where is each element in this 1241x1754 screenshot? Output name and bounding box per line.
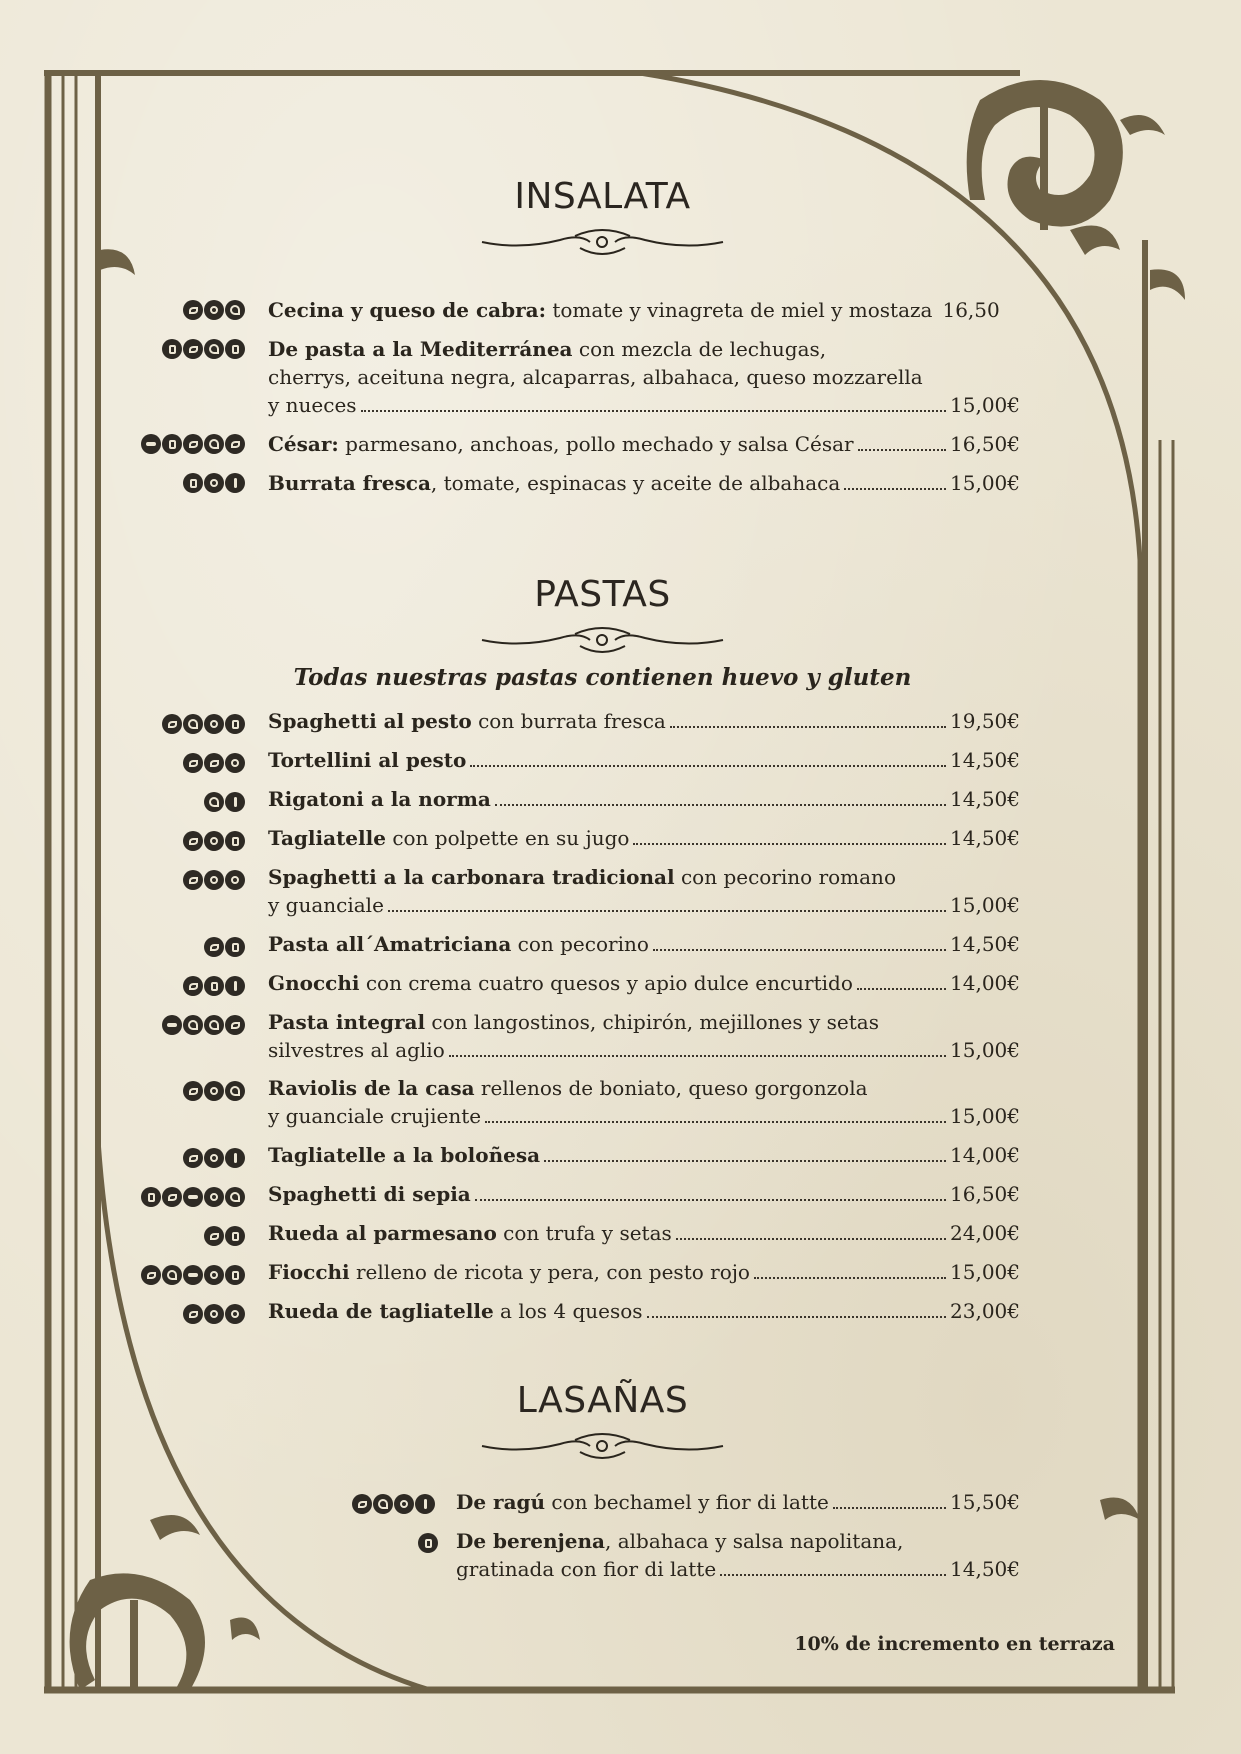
allergen-icon (162, 434, 182, 454)
item-price: 19,50€ (950, 709, 1020, 733)
allergen-icon (415, 1494, 435, 1514)
item-name: Tortellini al pesto (268, 748, 467, 772)
menu-item (268, 1219, 1020, 1247)
allergen-icon (183, 300, 203, 320)
allergen-icon (183, 473, 203, 493)
item-price: 14,50€ (950, 1557, 1020, 1581)
item-price: 14,00€ (950, 1143, 1020, 1167)
item-price: 16,50 (942, 298, 1000, 322)
allergen-icon (204, 339, 224, 359)
item-description: silvestres al aglio (268, 1038, 445, 1062)
menu-item (456, 1488, 1020, 1516)
allergen-icon (204, 1081, 224, 1101)
item-description: gratinada con fior di latte (456, 1557, 717, 1581)
item-description: relleno de ricota y pera, con pesto rojo (356, 1260, 750, 1284)
item-description: parmesano, anchoas, pollo mechado y salsa César (345, 432, 854, 456)
allergen-icon (225, 339, 245, 359)
menu-item (268, 335, 1020, 419)
allergen-icon (204, 714, 224, 734)
allergen-icon (183, 1187, 203, 1207)
allergen-icon (225, 870, 245, 890)
item-price: 23,00€ (950, 1299, 1020, 1323)
allergen-icon (204, 300, 224, 320)
item-name: Spaghetti al pesto (268, 709, 472, 733)
terrace-surcharge-note: 10% de incremento en terraza (794, 1633, 1115, 1655)
item-description: con pecorino romano (680, 865, 896, 889)
allergen-icon (225, 714, 245, 734)
allergen-icon (204, 1148, 224, 1168)
item-price: 15,00€ (950, 1104, 1020, 1128)
item-name: De pasta a la Mediterránea (268, 337, 573, 361)
item-description: con pecorino (517, 932, 649, 956)
allergen-icon (183, 753, 203, 773)
allergen-icons (183, 751, 245, 775)
allergen-icon (204, 1226, 224, 1246)
section-title-insalata: INSALATA (514, 176, 691, 217)
allergen-icon (418, 1533, 438, 1553)
item-price: 14,50€ (950, 787, 1020, 811)
menu-item (268, 1180, 1020, 1208)
item-description: , tomate, espinacas y aceite de albahaca (430, 471, 841, 495)
allergen-icons (183, 868, 245, 892)
item-description: cherrys, aceituna negra, alcaparras, albahaca, queso mozzarella (268, 365, 923, 389)
allergen-icon (183, 1015, 203, 1035)
item-name: Spaghetti a la carbonara tradicional (268, 865, 675, 889)
allergen-icon (225, 792, 245, 812)
allergen-icons (162, 712, 245, 736)
allergen-icon (162, 1265, 182, 1285)
allergen-icon (225, 434, 245, 454)
allergen-icon (373, 1494, 393, 1514)
item-description: con mezcla de lechugas, (578, 337, 827, 361)
item-name: De berenjena (456, 1529, 606, 1553)
item-price: 16,50€ (950, 432, 1020, 456)
item-price: 15,00€ (950, 893, 1020, 917)
allergen-icon (204, 937, 224, 957)
menu-item (268, 296, 1020, 324)
allergen-icon (162, 714, 182, 734)
item-name: Burrata fresca (268, 471, 431, 495)
item-price: 24,00€ (950, 1221, 1020, 1245)
menu-item (268, 1258, 1020, 1286)
allergen-icon (225, 937, 245, 957)
allergen-icon (141, 434, 161, 454)
allergen-icons (183, 298, 245, 322)
item-description: con burrata fresca (478, 709, 666, 733)
allergen-icons (183, 1079, 245, 1103)
menu-item (268, 1008, 1020, 1064)
allergen-icon (162, 339, 182, 359)
menu-item (268, 1074, 1020, 1130)
allergen-icon (225, 473, 245, 493)
item-description: rellenos de boniato, queso gorgonzola (480, 1076, 868, 1100)
item-name: César: (268, 432, 339, 456)
allergen-icon (204, 1015, 224, 1035)
menu-item (268, 863, 1020, 919)
menu-item (268, 969, 1020, 997)
item-name: Rueda al parmesano (268, 1221, 497, 1245)
item-price: 15,00€ (950, 1260, 1020, 1284)
item-description: con langostinos, chipirón, mejillones y setas (431, 1010, 879, 1034)
allergen-icon (225, 1265, 245, 1285)
item-name: Raviolis de la casa (268, 1076, 475, 1100)
menu-item (268, 824, 1020, 852)
allergen-icon (225, 753, 245, 773)
allergen-icon (183, 831, 203, 851)
allergen-icon (183, 1265, 203, 1285)
menu-item (268, 930, 1020, 958)
allergen-icons (183, 471, 245, 495)
allergen-icons (183, 974, 245, 998)
item-name: De ragú (456, 1490, 546, 1514)
item-price: 14,50€ (950, 826, 1020, 850)
allergen-icon (352, 1494, 372, 1514)
allergen-icons (141, 1185, 245, 1209)
allergen-icons (183, 1146, 245, 1170)
item-description: con trufa y setas (503, 1221, 672, 1245)
allergen-icon (204, 870, 224, 890)
item-name: Cecina y queso de cabra: (268, 298, 546, 322)
allergen-icon (225, 1015, 245, 1035)
allergen-icons (162, 337, 245, 361)
item-name: Pasta integral (268, 1010, 426, 1034)
menu-item (268, 1297, 1020, 1325)
item-name: Fiocchi (268, 1260, 350, 1284)
allergen-icon (225, 300, 245, 320)
allergen-icon (225, 1304, 245, 1324)
menu-item (268, 1141, 1020, 1169)
item-description: con polpette en su jugo (392, 826, 630, 850)
allergen-icon (204, 1265, 224, 1285)
item-description: a los 4 quesos (500, 1299, 643, 1323)
allergen-icon (183, 1081, 203, 1101)
allergen-icon (225, 1187, 245, 1207)
allergen-icon (183, 714, 203, 734)
item-description: , albahaca y salsa napolitana, (605, 1529, 904, 1553)
allergen-icon (183, 1148, 203, 1168)
item-name: Tagliatelle a la boloñesa (268, 1143, 541, 1167)
item-price: 14,50€ (950, 932, 1020, 956)
allergen-icon (225, 831, 245, 851)
item-price: 14,00€ (950, 971, 1020, 995)
section-subtitle: Todas nuestras pastas contienen huevo y gluten (293, 664, 912, 691)
allergen-icon (183, 870, 203, 890)
item-name: Tagliatelle (268, 826, 386, 850)
allergen-icon (225, 1226, 245, 1246)
item-name: Rigatoni a la norma (268, 787, 491, 811)
allergen-icon (183, 434, 203, 454)
menu-item (456, 1527, 1020, 1583)
item-description: tomate y vinagreta de miel y mostaza (552, 298, 933, 322)
menu-item (268, 746, 1020, 774)
allergen-icon (204, 1304, 224, 1324)
allergen-icons (141, 432, 245, 456)
allergen-icons (183, 829, 245, 853)
allergen-icon (204, 792, 224, 812)
allergen-icon (183, 976, 203, 996)
allergen-icons (141, 1263, 245, 1287)
allergen-icon (141, 1187, 161, 1207)
allergen-icons (204, 1224, 245, 1248)
menu-item (268, 469, 1020, 497)
allergen-icon (204, 831, 224, 851)
allergen-icon (225, 976, 245, 996)
menu-item (268, 707, 1020, 735)
item-description: con crema cuatro quesos y apio dulce encurtido (365, 971, 853, 995)
item-name: Spaghetti di sepia (268, 1182, 471, 1206)
allergen-icon (162, 1015, 182, 1035)
allergen-icon (225, 1148, 245, 1168)
allergen-icons (418, 1531, 438, 1555)
item-price: 15,00€ (950, 471, 1020, 495)
flourish-divider (480, 620, 725, 660)
allergen-icon (162, 1187, 182, 1207)
item-description: y guanciale (268, 893, 384, 917)
allergen-icon (183, 1304, 203, 1324)
allergen-icon (225, 1081, 245, 1101)
allergen-icon (204, 473, 224, 493)
allergen-icon (394, 1494, 414, 1514)
item-price: 15,50€ (950, 1490, 1020, 1514)
allergen-icons (352, 1492, 435, 1516)
allergen-icon (204, 753, 224, 773)
section-title-pastas: PASTAS (534, 574, 671, 615)
allergen-icon (204, 1187, 224, 1207)
item-price: 16,50€ (950, 1182, 1020, 1206)
flourish-divider (480, 1426, 725, 1466)
allergen-icon (183, 339, 203, 359)
allergen-icons (204, 935, 245, 959)
item-price: 14,50€ (950, 748, 1020, 772)
menu-item (268, 785, 1020, 813)
allergen-icons (162, 1013, 245, 1037)
section-title-lasanas: LASAÑAS (516, 1380, 689, 1421)
item-name: Gnocchi (268, 971, 360, 995)
item-price: 15,00€ (950, 393, 1020, 417)
allergen-icon (204, 976, 224, 996)
allergen-icons (204, 790, 245, 814)
item-description: y guanciale crujiente (268, 1104, 482, 1128)
flourish-divider (480, 222, 725, 262)
menu-item (268, 430, 1020, 458)
allergen-icon (204, 434, 224, 454)
item-description: y nueces (268, 393, 357, 417)
item-description: con bechamel y fior di latte (551, 1490, 829, 1514)
item-name: Rueda de tagliatelle (268, 1299, 494, 1323)
item-name: Pasta all´Amatriciana (268, 932, 512, 956)
allergen-icon (141, 1265, 161, 1285)
allergen-icons (183, 1302, 245, 1326)
item-price: 15,00€ (950, 1038, 1020, 1062)
